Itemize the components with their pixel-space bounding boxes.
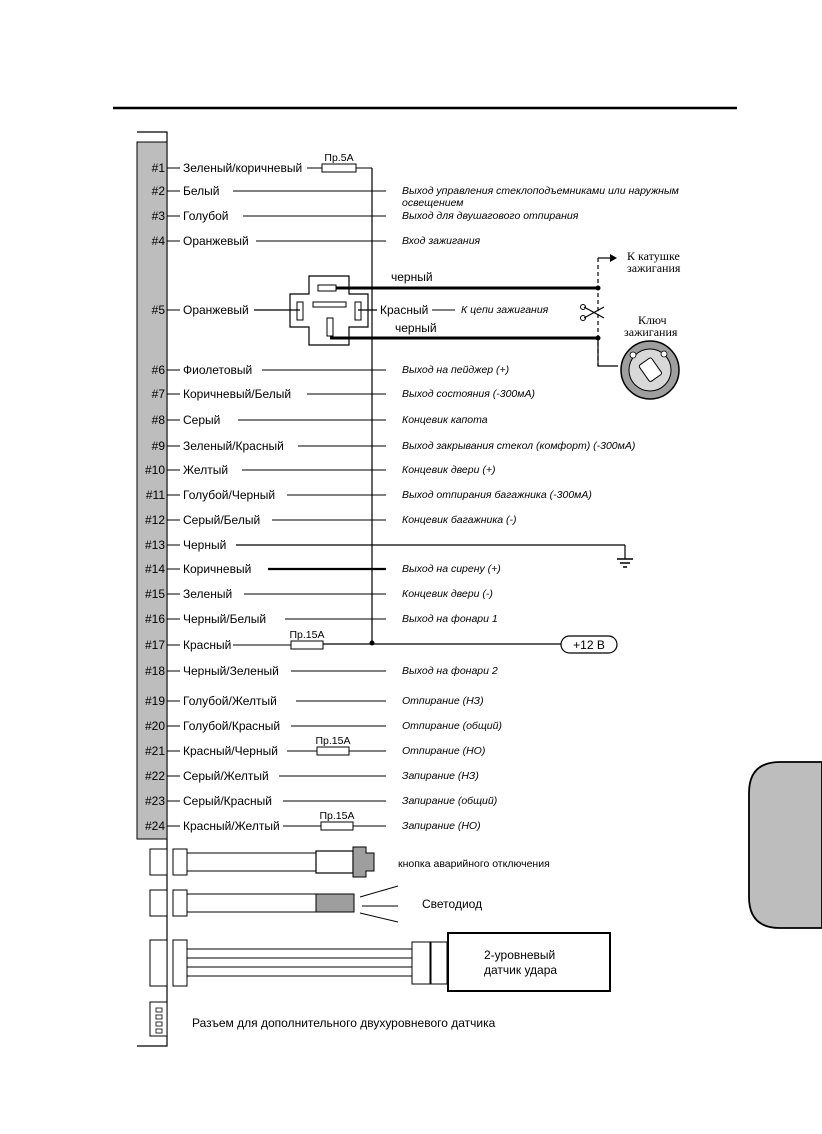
key-wire [598,338,618,366]
aux-sensor-label: Разъем для дополнительного двухуровневого датчика [192,1016,496,1030]
wire-color-label: Серый/Белый [183,513,261,527]
pin-number: #12 [144,513,165,527]
function-label: Концевик багажника (-) [402,514,517,526]
coil-junction [596,286,601,291]
fuse-icon [321,822,353,830]
wire-color-label: Красный/Желтый [183,819,280,833]
wire-color-label: Черный/Зеленый [183,664,279,678]
ignition-relay [290,276,368,345]
pin-number: #20 [144,719,165,733]
function-label: Выход на сирену (+) [402,563,501,575]
function-label: Концевик двери (-) [402,588,493,600]
wire-color-label: Оранжевый [183,234,249,248]
function-label: Концевик капота [402,414,488,426]
wire-color-label: Желтый [183,463,229,477]
pin-number: #3 [151,209,165,223]
ignition-key-icon [621,341,679,399]
wire-color-label: Оранжевый [183,303,249,317]
pin-number: #16 [144,612,165,626]
fuse-label: Пр.15А [315,735,351,747]
wire-color-label: Белый [183,184,220,198]
fuse-icon [291,641,323,649]
function-label: Выход состояния (-300мА) [402,388,535,400]
wire-color-label: Зеленый/Красный [183,439,284,453]
pin-number: #9 [151,439,165,453]
function-label: Вход зажигания [402,235,481,247]
wire-color-label: Черный [183,538,227,552]
pin-number: #23 [144,794,165,808]
sensor-label-1: 2-уровневый [484,948,556,962]
red-wire-label: Красный [380,303,429,317]
pin-number: #7 [151,387,165,401]
function-label: Отпирание (НЗ) [402,695,484,707]
fuse-label: Пр.15А [319,810,355,822]
pin-number: #21 [144,744,165,758]
scissors-icon [581,305,605,321]
shock-sensor-connector [150,933,610,991]
pin-number: #6 [151,363,165,377]
ground-icon [617,545,633,567]
key-label-1: Ключ [638,313,667,327]
pin-number: #10 [144,463,165,477]
key-label-2: зажигания [624,325,678,339]
function-label: Запирание (НО) [402,820,481,832]
pin-number: #14 [144,562,165,576]
page-tab [749,762,822,928]
supply-label: +12 В [573,638,605,652]
function-label: Концевик двери (+) [402,464,496,476]
function-label: Выход на пейджер (+) [402,364,510,376]
fuse-label: Пр.5А [324,152,354,164]
wire-color-label: Серый [183,413,221,427]
fuse-label: Пр.15А [289,629,325,641]
function-label: Выход для двушагового отпирания [402,210,579,222]
pin-number: #13 [144,538,165,552]
pin-number: #8 [151,413,165,427]
ignition-circuit-label: К цепи зажигания [461,304,549,316]
pin-number: #15 [144,587,165,601]
sensor-label-2: датчик удара [484,963,558,977]
wire-color-label: Коричневый/Белый [183,387,292,401]
coil-arrow-icon [610,254,617,262]
emergency-button-connector [150,847,374,877]
function-label: Выход закрывания стекол (комфорт) (-300мА) [402,440,636,452]
led-connector [150,886,398,922]
function-label: Отпирание (общий) [402,720,502,732]
pin-number: #1 [151,161,165,175]
wire-color-label: Серый/Желтый [183,769,269,783]
pin-number: #18 [144,664,165,678]
wire-color-label: Фиолетовый [183,363,253,377]
function-label: Запирание (общий) [402,795,498,807]
led-label: Светодиод [422,897,483,911]
bus-junction [370,641,375,646]
emergency-button-label: кнопка аварийного отключения [398,858,550,870]
function-label: Выход отпирания багажника (-300мА) [402,489,592,501]
wire-color-label: Черный/Белый [183,612,267,626]
wire-color-label: Голубой [183,209,229,223]
function-label: Выход на фонари 1 [402,613,498,625]
aux-sensor-connector [150,1002,167,1036]
wire-color-label: Коричневый [183,562,252,576]
pin-number: #24 [144,819,165,833]
function-label: Выход управления стеклоподъемниками или наружным [402,185,679,197]
coil-label-1: К катушке [627,249,680,263]
fuse-icon [322,164,356,172]
pin-number: #2 [151,184,165,198]
wire-color-label: Красный [183,638,232,652]
pin-number: #19 [144,694,165,708]
black-wire-top-label: черный [391,270,433,284]
fuse-icon [317,747,349,755]
function-label: Выход на фонари 2 [402,665,498,677]
function-label: Запирание (НЗ) [402,770,479,782]
pin-number: #22 [144,769,165,783]
wire-color-label: Зеленый [183,587,233,601]
pin-number: #11 [145,488,165,502]
black-wire-bottom-label: черный [395,321,437,335]
wire-color-label: Голубой/Желтый [183,694,277,708]
pin-number: #17 [144,638,165,652]
function-label-continued: освещением [402,197,464,209]
pin-number: #4 [151,234,165,248]
wire-color-label: Зеленый/коричневый [183,161,303,175]
wire-color-label: Голубой/Красный [183,719,281,733]
wire-color-label: Красный/Черный [183,744,278,758]
pin-rows [145,152,679,833]
wire-color-label: Голубой/Черный [183,488,276,502]
pin-number: #5 [151,303,165,317]
coil-label-2: зажигания [627,261,681,275]
wire-color-label: Серый/Красный [183,794,272,808]
function-label: Отпирание (НО) [402,745,486,757]
